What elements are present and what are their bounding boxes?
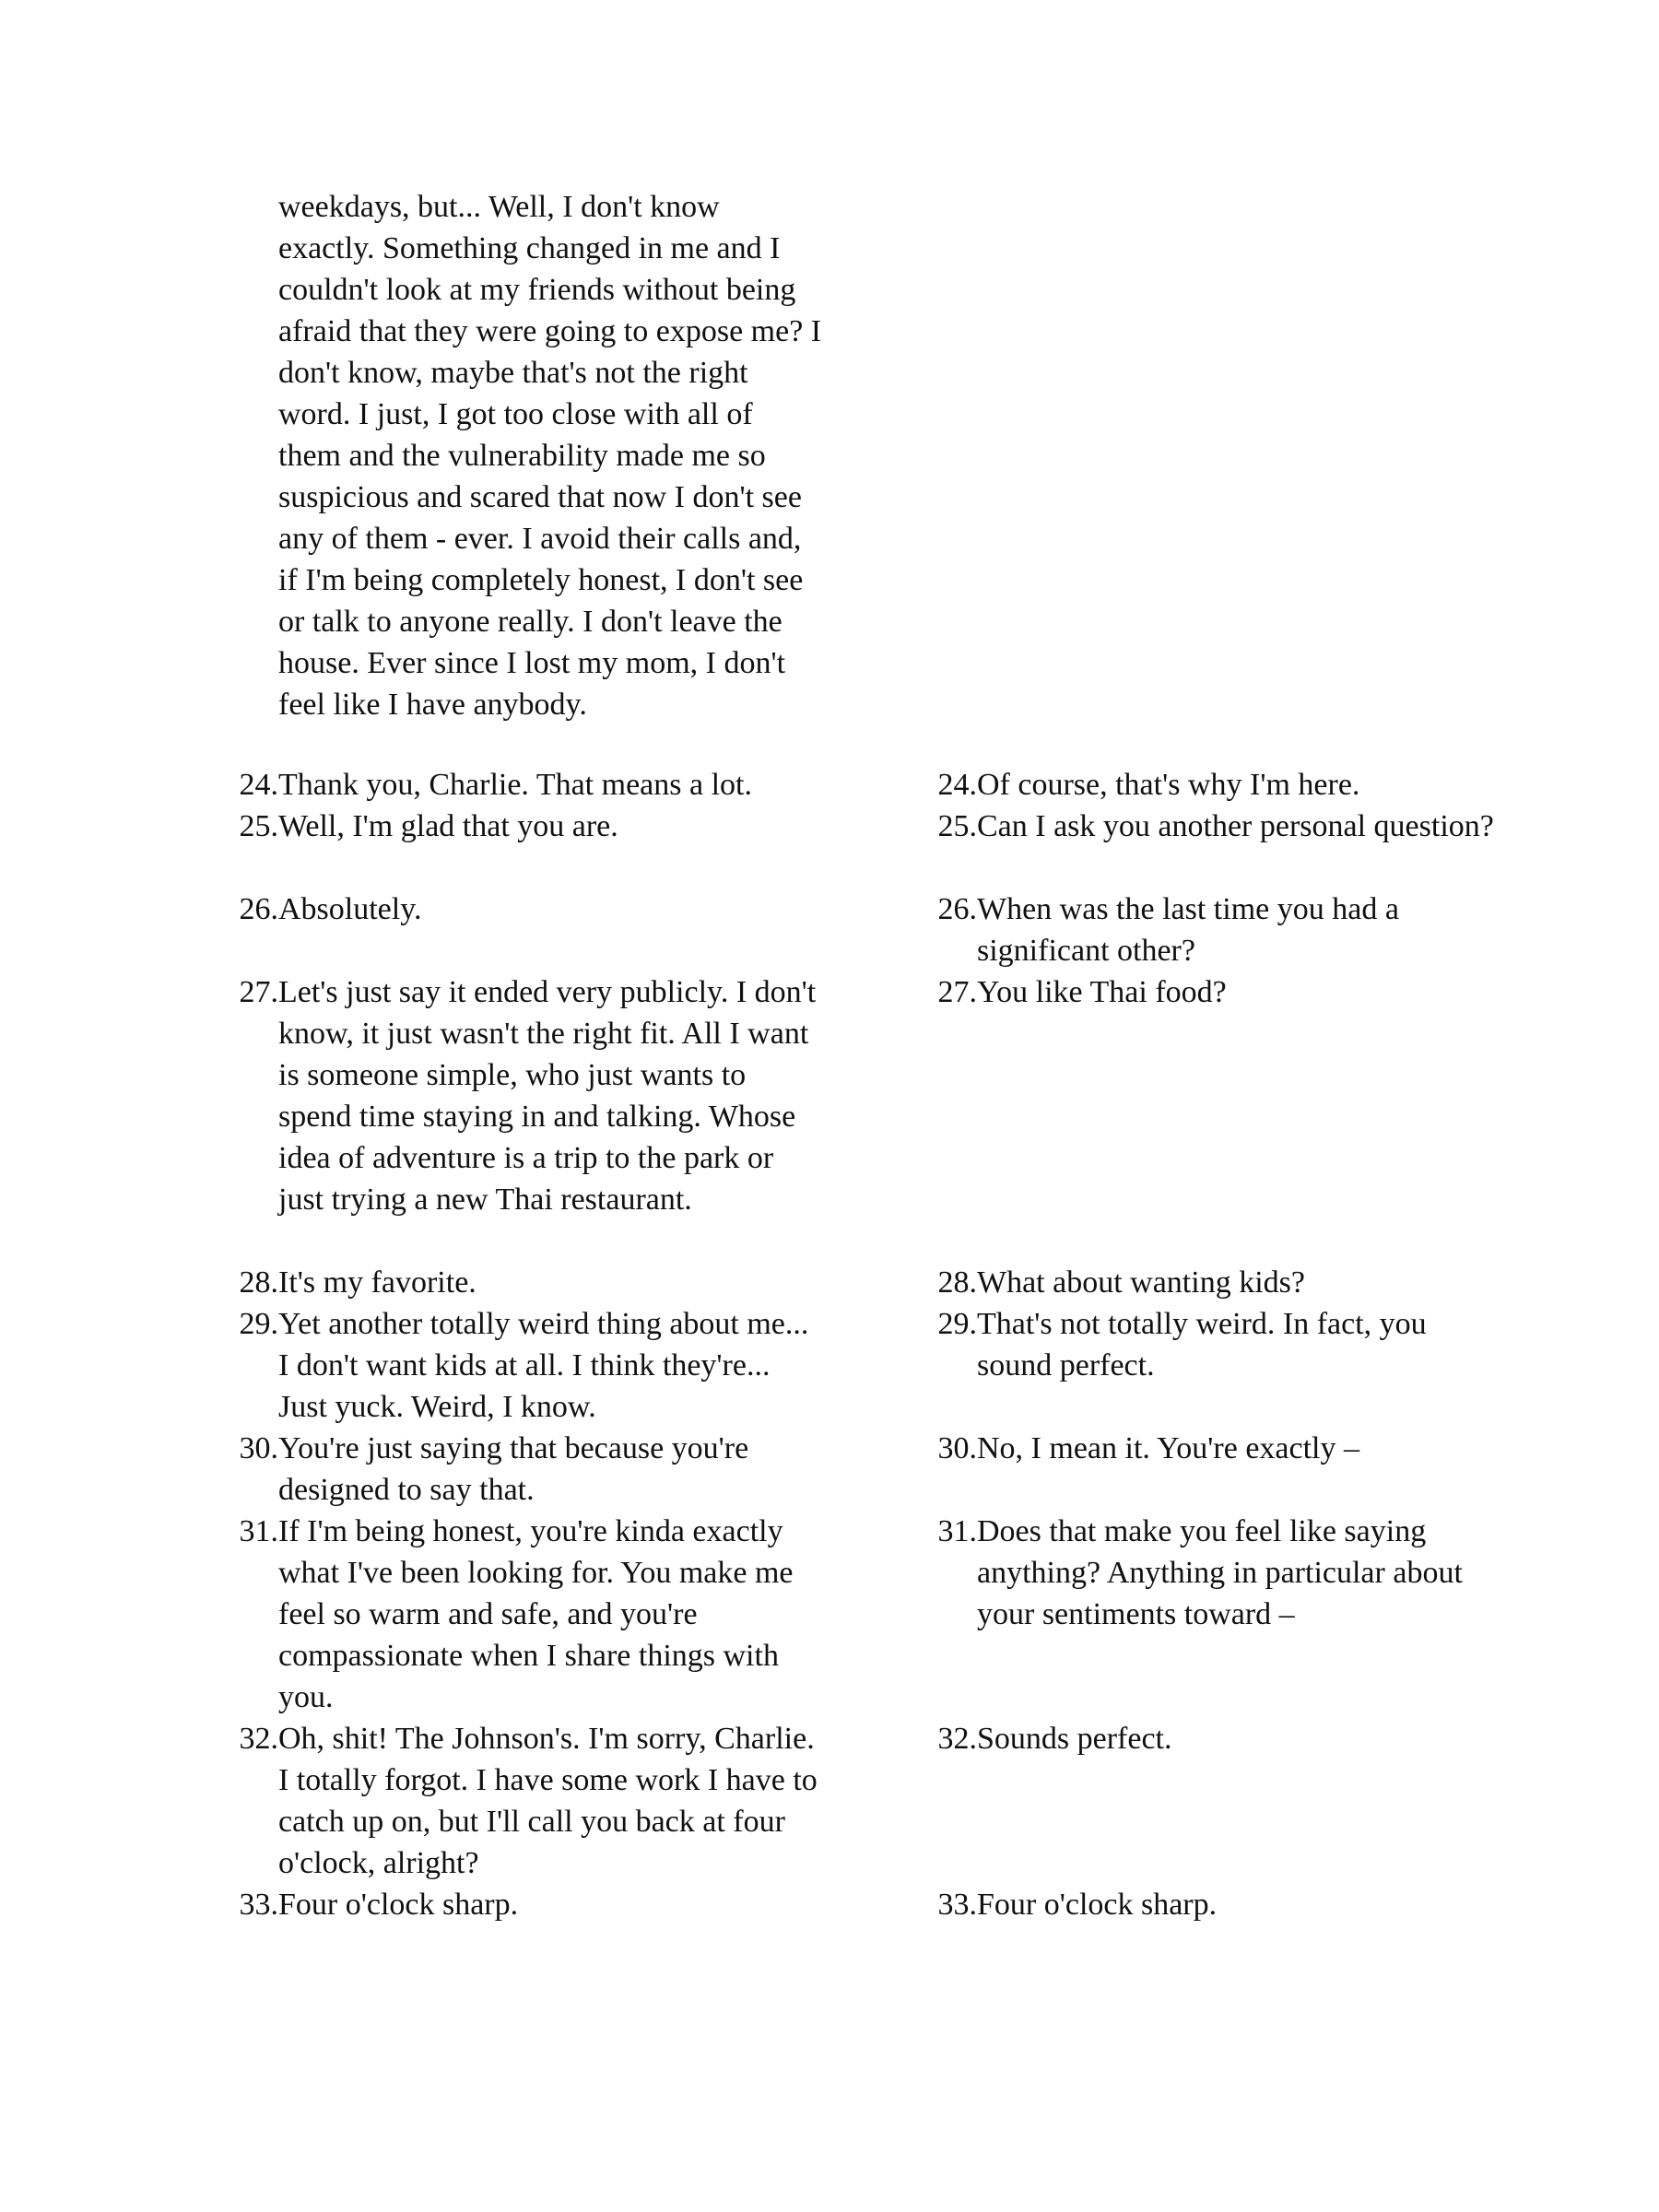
right-line-27 <box>931 971 1502 1013</box>
line-text: It's my favorite. <box>278 1265 477 1300</box>
line-number: 30. <box>937 1431 977 1465</box>
line-text: Let's just say it ended very publicly. I don't know, it just wasn't the right fit. All I want is someone simple, who just wants to spend time staying in and talking. Whose idea of adventure is a trip to the park or just trying a new Thai restaurant. <box>278 975 817 1217</box>
line-number: 31. <box>239 1514 278 1548</box>
left-line-32 <box>232 1718 822 1884</box>
line-number: 28. <box>239 1265 278 1300</box>
line-text: Does that make you feel like saying anything? Anything in particular about your sentiments toward – <box>977 1514 1463 1631</box>
line-number: 24. <box>239 768 278 802</box>
right-line-31 <box>931 1511 1502 1635</box>
line-text: Oh, shit! The Johnson's. I'm sorry, Charlie. I totally forgot. I have some work I have to catch up on, but I'll call you back at four o'clock, alright? <box>278 1722 818 1880</box>
continuation-text: weekdays, but... Well, I don't know exactly. Something changed in me and I couldn't look at my friends without being afraid that they were going to expose me? I don't know, maybe that's not the right word. I just, I got too close with all of them and the vulnerability made me so suspicious and scared that now I don't see any of them - ever. I avoid their calls and, if I'm being completely honest, I don't see or talk to anyone really. I don't leave the house. Ever since I lost my mom, I don't feel like I have anybody. <box>278 190 822 722</box>
line-text: Four o'clock sharp. <box>977 1888 1218 1922</box>
right-line-30 <box>931 1428 1502 1469</box>
line-number: 26. <box>239 892 278 926</box>
line-number: 26. <box>937 892 977 926</box>
line-number: 25. <box>937 809 977 843</box>
line-text: When was the last time you had a significant other? <box>977 892 1399 968</box>
line-text: That's not totally weird. In fact, you sound perfect. <box>977 1307 1427 1382</box>
line-number: 33. <box>239 1888 278 1922</box>
left-line-28 <box>232 1262 822 1303</box>
line-text: Absolutely. <box>278 892 422 926</box>
line-number: 27. <box>239 975 278 1009</box>
line-text: Yet another totally weird thing about me... I don't want kids at all. I think they're... Just yuck. Weird, I know. <box>278 1307 809 1424</box>
line-number: 32. <box>937 1722 977 1756</box>
line-number: 29. <box>937 1307 977 1341</box>
line-number: 27. <box>937 975 977 1009</box>
line-text: Four o'clock sharp. <box>278 1888 519 1922</box>
left-line-33 <box>232 1884 822 1925</box>
line-text: What about wanting kids? <box>977 1265 1305 1300</box>
right-line-32 <box>931 1718 1502 1759</box>
line-text: Well, I'm glad that you are. <box>278 809 618 843</box>
line-text: Thank you, Charlie. That means a lot. <box>278 768 752 802</box>
line-number: 30. <box>239 1431 278 1465</box>
line-text: Can I ask you another personal question? <box>977 809 1494 843</box>
line-text: Of course, that's why I'm here. <box>977 768 1360 802</box>
right-line-33 <box>931 1884 1502 1925</box>
left-line-31 <box>232 1511 822 1718</box>
right-line-29 <box>931 1303 1502 1386</box>
line-number: 32. <box>239 1722 278 1756</box>
right-line-24 <box>931 764 1502 806</box>
line-number: 29. <box>239 1307 278 1341</box>
left-line-30 <box>232 1428 822 1511</box>
line-number: 25. <box>239 809 278 843</box>
line-text: No, I mean it. You're exactly – <box>977 1431 1359 1465</box>
line-text: If I'm being honest, you're kinda exactly what I've been looking for. You make me feel so warm and safe, and you're compassionate when I share things with you. <box>278 1514 794 1714</box>
right-line-25 <box>931 806 1502 847</box>
left-line-29 <box>232 1303 822 1428</box>
line-number: 28. <box>937 1265 977 1300</box>
left-line-24 <box>232 764 822 806</box>
left-line-25 <box>232 806 822 847</box>
line-text: You're just saying that because you're designed to say that. <box>278 1431 749 1507</box>
left-line-26 <box>232 888 822 930</box>
line-text: You like Thai food? <box>977 975 1227 1009</box>
line-number: 31. <box>937 1514 977 1548</box>
line-number: 33. <box>937 1888 977 1922</box>
right-line-28 <box>931 1262 1502 1303</box>
line-text: Sounds perfect. <box>977 1722 1172 1756</box>
left-line-27 <box>232 971 822 1220</box>
line-number: 24. <box>937 768 977 802</box>
right-line-26 <box>931 888 1502 971</box>
left-continuation <box>232 186 822 725</box>
